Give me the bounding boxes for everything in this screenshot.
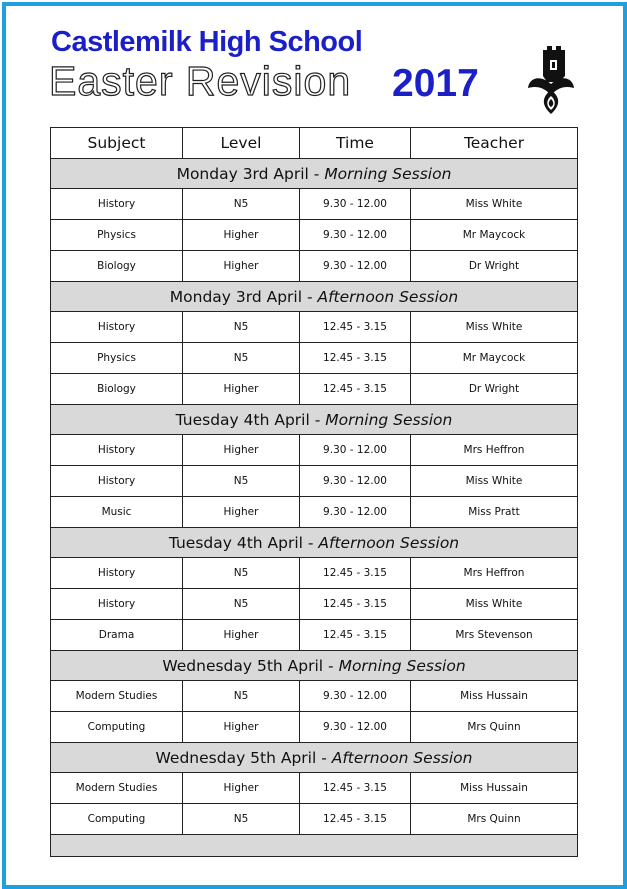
time-cell: 9.30 - 12.00 [300,220,411,251]
school-name: Castlemilk High School [51,26,363,58]
session-day: Wednesday 5th April [155,748,317,767]
subject-cell: Modern Studies [51,681,183,712]
session-separator: - [309,410,326,429]
time-cell: 12.45 - 3.15 [300,374,411,405]
level-cell: Higher [183,497,300,528]
subject-cell: Physics [51,343,183,374]
time-cell: 12.45 - 3.15 [300,773,411,804]
session-heading [51,651,578,681]
session-separator: - [302,287,318,306]
session-separator: - [316,748,332,767]
session-heading [51,159,578,189]
footer-cell [51,835,578,857]
session-heading [51,282,578,312]
level-cell: N5 [183,312,300,343]
teacher-cell: Mrs Quinn [411,804,578,835]
level-cell: N5 [183,466,300,497]
session-name: Morning Session [325,410,453,429]
time-cell: 12.45 - 3.15 [300,558,411,589]
timetable-body [51,159,578,835]
subject-cell: History [51,589,183,620]
time-cell: 9.30 - 12.00 [300,712,411,743]
subject-cell: Drama [51,620,183,651]
subject-cell: Computing [51,804,183,835]
table-row [51,558,578,589]
level-cell: N5 [183,189,300,220]
event-title: Easter Revision [49,58,352,104]
session-name: Afternoon Session [317,287,459,306]
level-cell: Higher [183,374,300,405]
time-cell: 12.45 - 3.15 [300,589,411,620]
level-cell: Higher [183,712,300,743]
subject-cell: Physics [51,220,183,251]
teacher-cell: Miss White [411,189,578,220]
teacher-cell: Mrs Stevenson [411,620,578,651]
table-row [51,466,578,497]
subject-cell: History [51,312,183,343]
table-footer-row [51,835,578,857]
subject-cell: History [51,466,183,497]
table-row [51,189,578,220]
level-cell: Higher [183,773,300,804]
level-cell: Higher [183,435,300,466]
revision-timetable [50,127,578,857]
session-day: Monday 3rd April [176,164,309,183]
table-row [51,773,578,804]
table-row [51,804,578,835]
time-cell: 12.45 - 3.15 [300,343,411,374]
teacher-cell: Dr Wright [411,374,578,405]
subject-cell: Biology [51,374,183,405]
table-row [51,374,578,405]
time-cell: 9.30 - 12.00 [300,497,411,528]
table-row [51,681,578,712]
session-separator: - [308,164,325,183]
column-header-subject: Subject [51,128,183,159]
session-heading [51,528,578,558]
time-cell: 9.30 - 12.00 [300,466,411,497]
session-day: Wednesday 5th April [162,656,324,675]
table-row [51,312,578,343]
time-cell: 12.45 - 3.15 [300,804,411,835]
table-row [51,251,578,282]
teacher-cell: Mr Maycock [411,220,578,251]
session-name: Afternoon Session [331,748,473,767]
teacher-cell: Miss White [411,466,578,497]
time-cell: 9.30 - 12.00 [300,189,411,220]
session-heading [51,743,578,773]
teacher-cell: Mrs Heffron [411,558,578,589]
session-header-row [51,651,578,681]
teacher-cell: Miss White [411,312,578,343]
table-row [51,497,578,528]
column-header-time: Time [300,128,411,159]
session-day: Tuesday 4th April [168,533,303,552]
level-cell: Higher [183,220,300,251]
teacher-cell: Mr Maycock [411,343,578,374]
level-cell: Higher [183,251,300,282]
table-row [51,343,578,374]
table-row [51,712,578,743]
teacher-cell: Miss Pratt [411,497,578,528]
subject-cell: Music [51,497,183,528]
time-cell: 9.30 - 12.00 [300,435,411,466]
session-day: Tuesday 4th April [175,410,310,429]
table-row [51,589,578,620]
subject-cell: Computing [51,712,183,743]
level-cell: N5 [183,804,300,835]
time-cell: 9.30 - 12.00 [300,681,411,712]
session-name: Morning Session [324,164,452,183]
time-cell: 9.30 - 12.00 [300,251,411,282]
session-header-row [51,528,578,558]
level-cell: N5 [183,681,300,712]
session-header-row [51,405,578,435]
subject-cell: History [51,558,183,589]
table-row [51,620,578,651]
teacher-cell: Dr Wright [411,251,578,282]
subject-cell: Modern Studies [51,773,183,804]
level-cell: N5 [183,343,300,374]
session-name: Morning Session [338,656,466,675]
subject-cell: Biology [51,251,183,282]
session-name: Afternoon Session [318,533,460,552]
session-heading [51,405,578,435]
school-crest-icon [526,44,576,118]
teacher-cell: Mrs Heffron [411,435,578,466]
subject-cell: History [51,435,183,466]
level-cell: Higher [183,620,300,651]
session-day: Monday 3rd April [169,287,303,306]
session-separator: - [323,656,339,675]
teacher-cell: Miss Hussain [411,681,578,712]
level-cell: N5 [183,558,300,589]
event-year: 2017 [392,62,479,105]
teacher-cell: Miss White [411,589,578,620]
column-header-teacher: Teacher [411,128,578,159]
teacher-cell: Mrs Quinn [411,712,578,743]
table-header-row [51,128,578,159]
subject-cell: History [51,189,183,220]
session-header-row [51,159,578,189]
time-cell: 12.45 - 3.15 [300,312,411,343]
teacher-cell: Miss Hussain [411,773,578,804]
table-row [51,220,578,251]
session-header-row [51,743,578,773]
level-cell: N5 [183,589,300,620]
session-separator: - [302,533,319,552]
time-cell: 12.45 - 3.15 [300,620,411,651]
column-header-level: Level [183,128,300,159]
session-header-row [51,282,578,312]
table-row [51,435,578,466]
